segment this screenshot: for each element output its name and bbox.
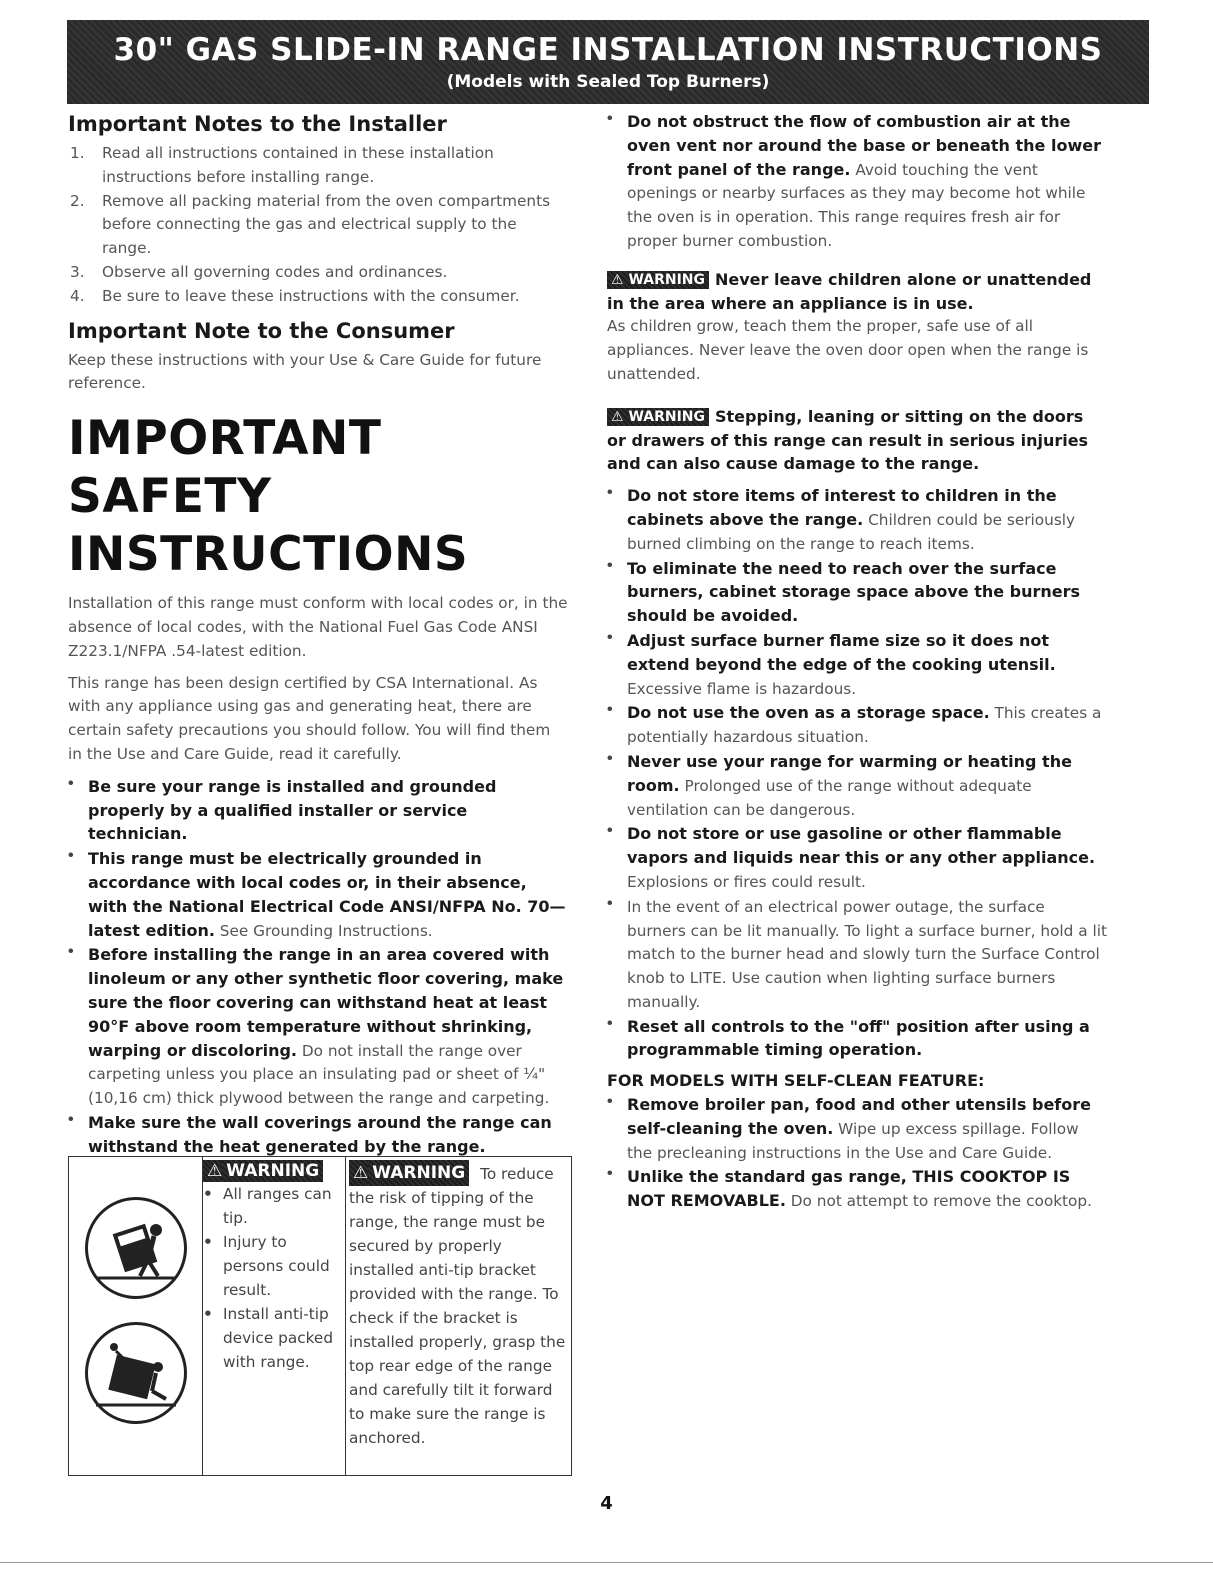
bullet-text: Install anti-tip device packed with range. [223,1305,334,1371]
warning-stepping [607,405,1107,476]
list-item [607,484,1107,556]
bullet-text: See Grounding Instructions. [214,921,433,940]
list-item [607,110,1107,254]
bullet-bold: Do not obstruct the flow of combustion air at the oven vent nor around the base or beneath the lower front panel of the range. [627,112,1101,179]
warning-icon: ⚠ WARNING [607,271,709,289]
bullet-icon: • [68,774,74,792]
item-number: 3. [70,262,85,281]
list-item [607,1015,1107,1064]
list-item [68,943,568,1111]
warning-label: WARNING [628,271,705,288]
bullet-bold: Do not store items of interest to children in the cabinets above the range. [627,486,1057,529]
list-item [68,190,568,261]
bullet-bold: Unlike the standard gas range, THIS COOKTOP IS NOT REMOVABLE. [627,1167,1071,1211]
bullet-icon: • [607,822,613,840]
list-item [607,629,1107,701]
bullet-text: Children could be seriously burned climbing on the range to reach items. [627,510,1076,553]
warning-bold: Never leave children alone or unattended in the area where an appliance is in use. [607,269,1092,313]
list-item [607,895,1107,1015]
self-clean-heading: FOR MODELS WITH SELF-CLEAN FEATURE: [607,1071,985,1091]
item-text: Remove all packing material from the oven compartments before connecting the gas and electrical supply to the range. [102,191,551,258]
item-number: 4. [70,286,85,305]
self-clean-bullets [607,1093,1107,1214]
safety-paragraph-1: Installation of this range must conform with local codes or, in the absence of local codes, with the National Fuel Gas Code ANSI Z223.1/NFPA .54-latest edition. [68,594,568,660]
list-item [607,701,1107,750]
warning-bold: Stepping, leaning or sitting on the doors or drawers of this range can result in serious injuries and can also cause damage to the range. [607,406,1089,474]
page-number: 4 [600,1493,613,1514]
range-tip-hazard-icon [85,1197,187,1299]
bullet-icon: • [607,701,613,719]
banner-title: 30" GAS SLIDE-IN RANGE INSTALLATION INSTRUCTIONS [113,32,1103,68]
right-column [607,110,1107,1214]
warning-column-right [349,1160,567,1450]
list-item [607,1165,1107,1214]
warning-lead-text: To reduce [480,1165,554,1183]
warning-label: WARNING [368,1160,469,1186]
bullet-icon: • [607,110,613,127]
list-item [203,1302,345,1374]
bullet-bold: Be sure your range is installed and grounded properly by a qualified installer or service technician. [88,776,497,844]
warning-label: WARNING [222,1160,323,1182]
safety-bullets-right [607,484,1107,1063]
item-text: Observe all governing codes and ordinances. [102,262,448,281]
list-item [68,142,568,190]
bullet-icon: • [203,1305,213,1323]
list-item [607,1093,1107,1165]
list-item [203,1230,345,1302]
bullet-text: Injury to persons could result. [223,1233,330,1299]
warning-icon: ⚠ [349,1160,372,1186]
list-item [68,1111,568,1160]
list-item [203,1182,345,1230]
bullet-text: Avoid touching the vent openings or nearby surfaces as they may become hot while the oven is in operation. This range requires fresh air for proper burner combustion. [627,160,1086,250]
list-item [607,822,1107,894]
warning-label: WARNING [628,408,705,425]
bullet-text: Do not attempt to remove the cooktop. [785,1192,1092,1211]
bullet-icon: • [607,484,613,502]
vent-bullet [607,110,1107,254]
item-number: 2. [70,191,85,210]
bullet-icon: • [203,1185,213,1203]
item-number: 1. [70,144,85,162]
anti-tip-warning-box [68,1156,572,1476]
bullet-icon: • [607,1165,613,1183]
bullet-bold: Before installing the range in an area covered with linoleum or any other synthetic floor covering, make sure the floor covering can withstand heat at least 90°F above room temperature without shrinking, warping or discoloring. [88,945,564,1060]
bullet-icon: • [607,556,613,574]
tip-hazard-list [203,1182,345,1374]
banner-subtitle: (Models with Sealed Top Burners) [446,72,770,92]
warning-icon: ⚠ WARNING [607,408,709,426]
bullet-bold: Do not use the oven as a storage space. [627,703,990,723]
list-item [607,750,1107,822]
warning-icon: ⚠ [203,1160,226,1182]
bullet-text: All ranges can tip. [223,1185,332,1227]
safety-heading-line1: IMPORTANT SAFETY [68,411,382,525]
warning-text: As children grow, teach them the proper, safe use of all appliances. Never leave the oven door open when the range is unattended. [607,317,1089,383]
bullet-bold: Remove broiler pan, food and other utensils before self-cleaning the oven. [627,1095,1091,1138]
bullet-text: This creates a potentially hazardous situation. [627,704,1102,747]
anti-tip-bracket-icon [85,1322,187,1424]
bullet-text: Excessive flame is hazardous. [627,679,857,698]
bullet-bold: Never use your range for warming or heating the room. [627,751,1072,795]
bullet-text: In the event of an electrical power outage, the surface burners can be lit manually. To light a surface burner, hold a lit match to the burner head and slowly turn the Surface Control knob to LITE. Use caution when lighting surface burners manually. [627,897,1107,1011]
bullet-text: Wipe up excess spillage. Follow the precleaning instructions in the Use and Care Guide. [627,1119,1079,1162]
bullet-bold: To eliminate the need to reach over the surface burners, cabinet storage space above the burners should be avoided. [627,558,1081,626]
left-column [68,112,568,1160]
warning-badge [203,1160,345,1182]
safety-bullets [68,775,568,1160]
bullet-bold: Adjust surface burner flame size so it does not extend beyond the edge of the cooking utensil. [627,630,1056,674]
consumer-text: Keep these instructions with your Use & Care Guide for future reference. [68,350,542,393]
safety-heading [68,410,568,584]
installer-list [68,142,568,309]
consumer-heading: Important Note to the Consumer [68,318,455,343]
installer-heading: Important Notes to the Installer [68,112,447,136]
divider [345,1157,346,1475]
bullet-icon: • [607,1093,613,1111]
list-item [68,775,568,847]
bullet-text: Prolonged use of the range without adequate ventilation can be dangerous. [627,776,1032,819]
bullet-icon: • [203,1233,213,1251]
list-item [68,261,568,285]
bullet-bold: Make sure the wall coverings around the range can withstand the heat generated by the range. [88,1112,552,1156]
warning-column-left [203,1160,345,1374]
bullet-icon: • [607,1014,613,1032]
list-item [68,847,568,943]
bullet-icon: • [68,943,74,961]
safety-paragraph-2: This range has been design certified by CSA International. As with any appliance using gas and generating heat, there are certain safety precautions you should follow. You will find them in the Use and Care Guide, read it carefully. [68,673,551,763]
bullet-icon: • [607,749,613,767]
safety-heading-line2: INSTRUCTIONS [68,527,469,583]
bullet-text: Explosions or fires could result. [627,872,866,891]
bullet-bold: This range must be electrically grounded in accordance with local codes or, in their absence, with the National Electrical Code ANSI/NFPA No. 70—latest edition. [88,849,566,940]
warning-children [607,268,1107,387]
page-banner [67,20,1149,104]
bullet-icon: • [68,847,74,865]
bullet-icon: • [68,1110,74,1128]
bullet-bold: Reset all controls to the "off" position after using a programmable timing operation. [627,1016,1090,1060]
bullet-text: Do not install the range over carpeting unless you place an insulating pad or sheet of ¼" (10,16 cm) thick plywood between the range and carpeting. [88,1041,550,1108]
bullet-icon: • [607,628,613,646]
warning-body-text: the risk of tipping of the range, the range must be secured by properly installed anti-tip bracket provided with the range. To check if the bracket is installed properly, grasp the top rear edge of the range and carefully tilt it forward to make sure the range is anchored. [349,1189,566,1447]
bullet-icon: • [607,894,613,912]
footer-rule [0,1562,1213,1563]
bullet-bold: Do not store or use gasoline or other flammable vapors and liquids near this or any other appliance. [627,824,1096,868]
list-item [68,285,568,309]
item-text: Be sure to leave these instructions with the consumer. [102,286,520,305]
list-item [607,557,1107,629]
item-text: Read all instructions contained in these installation instructions before installing range. [102,144,494,186]
